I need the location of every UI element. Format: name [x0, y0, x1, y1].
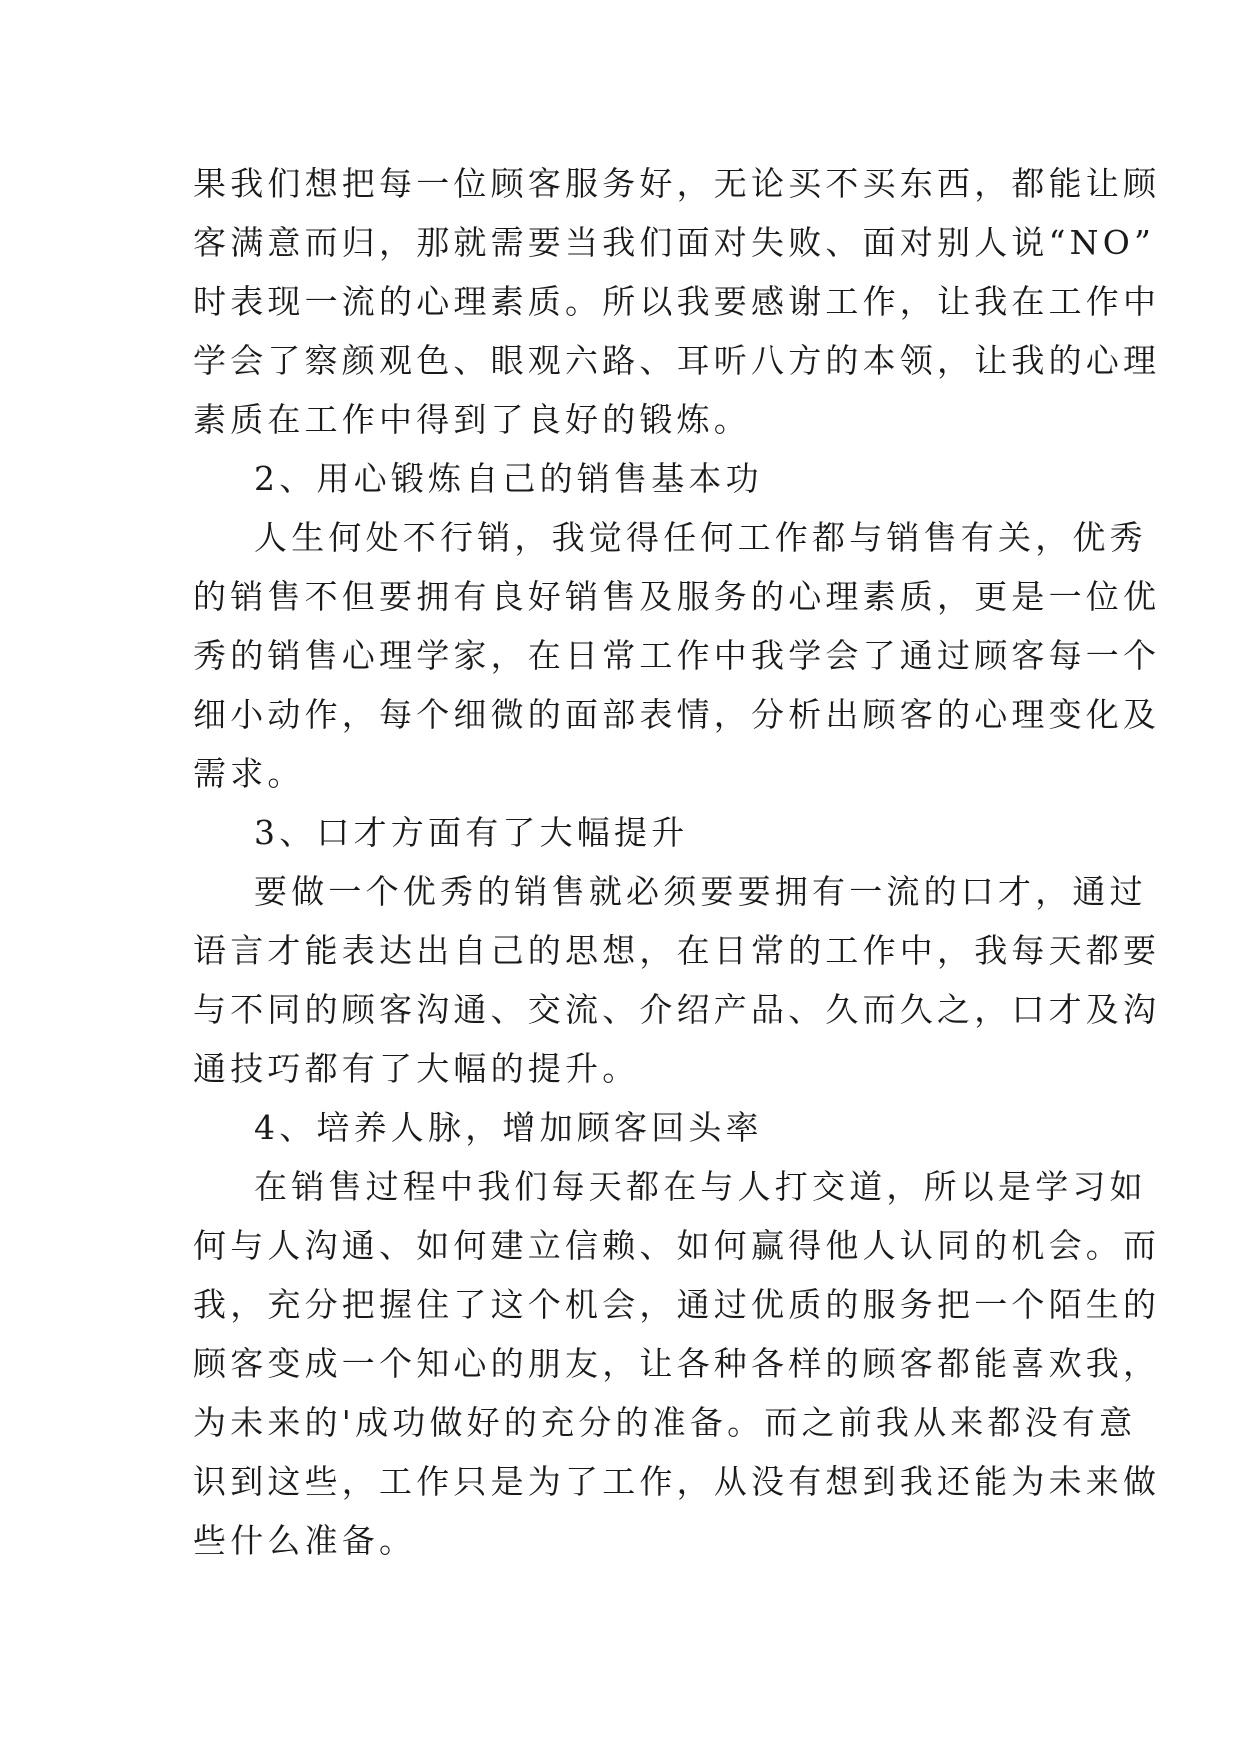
text-line: 需求。	[193, 754, 305, 793]
text-line: 通技巧都有了大幅的提升。	[193, 1049, 640, 1088]
text-line: 为未来的'成功做好的充分的准备。而之前我从来都没有意	[193, 1403, 1137, 1442]
text-line: 素质在工作中得到了良好的锻炼。	[193, 400, 751, 439]
paragraph-start-line: 3、口才方面有了大幅提升	[254, 813, 689, 852]
text-line: 我，充分把握住了这个机会，通过优质的服务把一个陌生的	[193, 1285, 1161, 1324]
text-line: 顾客变成一个知心的朋友，让各种各样的顾客都能喜欢我，	[193, 1344, 1161, 1383]
text-line: 时表现一流的心理素质。所以我要感谢工作，让我在工作中	[193, 282, 1161, 321]
text-line: 学会了察颜观色、眼观六路、耳听八方的本领，让我的心理	[193, 341, 1161, 380]
text-line: 客满意而归，那就需要当我们面对失败、面对别人说“NO”	[193, 223, 1156, 262]
text-line: 与不同的顾客沟通、交流、介绍产品、久而久之，口才及沟	[193, 990, 1161, 1029]
text-line: 何与人沟通、如何建立信赖、如何赢得他人认同的机会。而	[193, 1226, 1161, 1265]
text-line: 语言才能表达出自己的思想，在日常的工作中，我每天都要	[193, 931, 1161, 970]
paragraph-start-line: 要做一个优秀的销售就必须要要拥有一流的口才，通过	[254, 872, 1147, 911]
text-line: 的销售不但要拥有良好销售及服务的心理素质，更是一位优	[193, 577, 1161, 616]
paragraph-start-line: 人生何处不行销，我觉得任何工作都与销售有关，优秀	[254, 518, 1147, 557]
text-line: 细小动作，每个细微的面部表情，分析出顾客的心理变化及	[193, 695, 1161, 734]
paragraph-start-line: 在销售过程中我们每天都在与人打交道，所以是学习如	[254, 1167, 1147, 1206]
text-line: 识到这些，工作只是为了工作，从没有想到我还能为未来做	[193, 1462, 1161, 1501]
text-line: 秀的销售心理学家，在日常工作中我学会了通过顾客每一个	[193, 636, 1161, 675]
paragraph-start-line: 2、用心锻炼自己的销售基本功	[254, 459, 763, 498]
text-line: 果我们想把每一位顾客服务好，无论买不买东西，都能让顾	[193, 164, 1161, 203]
document-body	[193, 154, 1161, 1570]
text-line: 些什么准备。	[193, 1521, 417, 1560]
paragraph-start-line: 4、培养人脉，增加顾客回头率	[254, 1108, 763, 1147]
